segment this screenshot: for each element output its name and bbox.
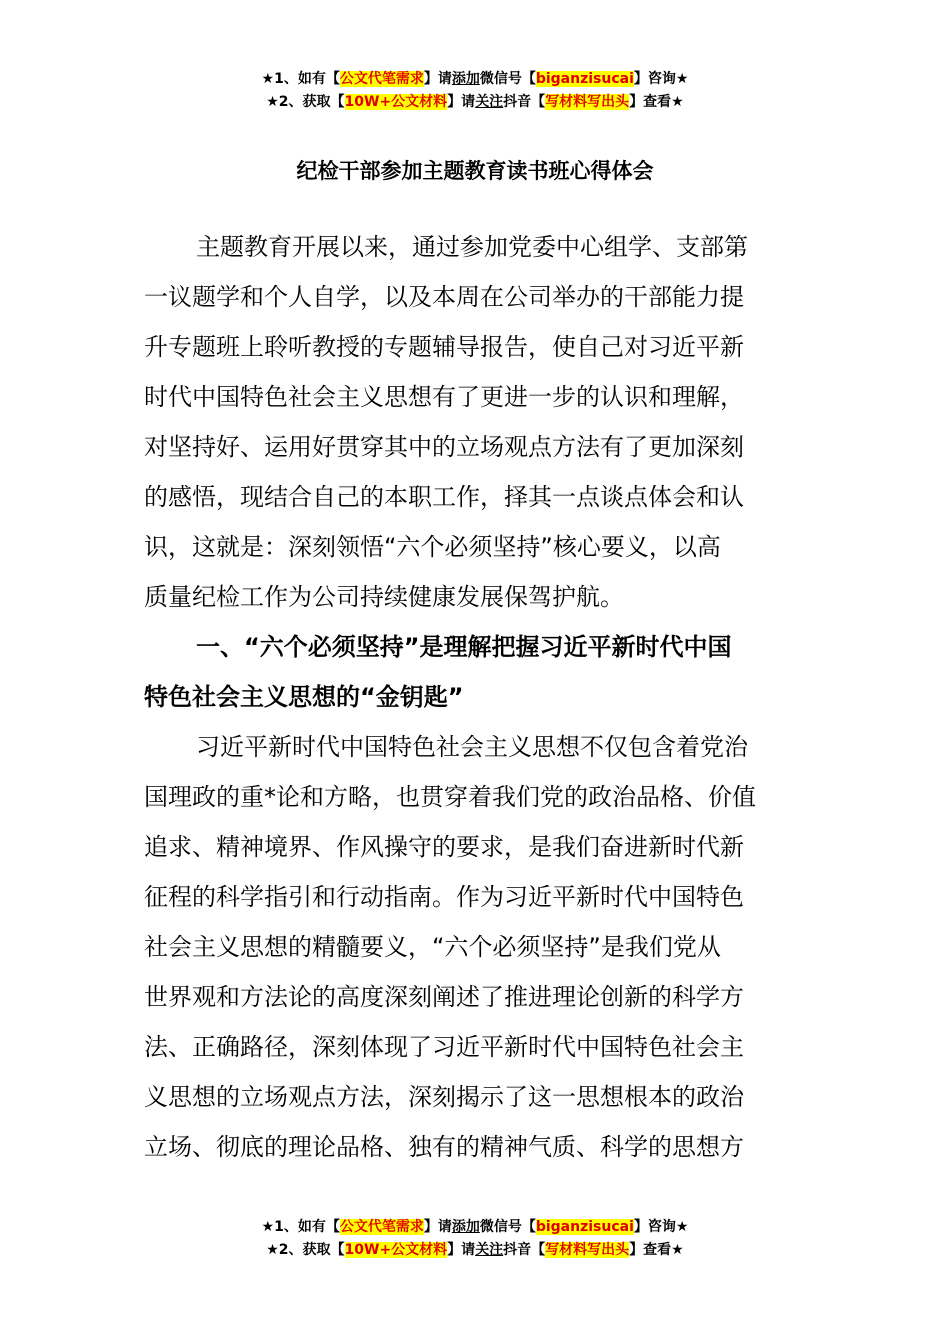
- text-line: 法、正确路径，深刻体现了习近平新时代中国特色社会主: [144, 1033, 744, 1061]
- paragraph-2: [144, 722, 804, 1172]
- document-title: 纪检干部参加主题教育读书班心得体会: [296, 159, 654, 183]
- highlight-douyin-account: 写材料写出头: [545, 1242, 630, 1258]
- highlight-materials: 10W+公文材料: [344, 94, 448, 110]
- highlight-douyin-account: 写材料写出头: [545, 94, 630, 110]
- text-line: 社会主义思想的精髓要义，“六个必须坚持”是我们党从: [144, 933, 721, 961]
- paragraph-1: [144, 222, 804, 622]
- text-line: 对坚持好、运用好贯穿其中的立场观点方法有了更加深刻: [144, 433, 744, 461]
- text-line: 升专题班上聆听教授的专题辅导报告，使自己对习近平新: [144, 333, 744, 361]
- text-line: 主题教育开展以来，通过参加党委中心组学、支部第: [196, 233, 748, 261]
- section-heading-1: [144, 622, 804, 722]
- text-line: 时代中国特色社会主义思想有了更进一步的认识和理解，: [144, 383, 744, 411]
- text-line: 识，这就是：深刻领悟“六个必须坚持”核心要义，以高: [144, 533, 721, 561]
- text-line: 习近平新时代中国特色社会主义思想不仅包含着党治: [196, 733, 748, 761]
- document-body: [144, 222, 804, 1172]
- heading-line: 特色社会主义思想的“金钥匙”: [144, 683, 464, 711]
- text-line: 立场、彻底的理论品格、独有的精神气质、科学的思想方: [144, 1133, 744, 1161]
- text-line: 一议题学和个人自学，以及本周在公司举办的干部能力提: [144, 283, 744, 311]
- heading-line: 一、“六个必须坚持”是理解把握习近平新时代中国: [196, 633, 732, 661]
- bottom-notice: [0, 1216, 950, 1262]
- highlight-wechat-id: biganzisucai: [535, 1219, 634, 1235]
- text-line: 国理政的重*论和方略，也贯穿着我们党的政治品格、价值: [144, 783, 756, 811]
- notice-line-2: ★2、获取【10W+公文材料】请关注抖音【写材料写出头】查看★: [266, 1242, 684, 1258]
- text-line: 追求、精神境界、作风操守的要求，是我们奋进新时代新: [144, 833, 744, 861]
- highlight-service: 公文代笔需求: [339, 1219, 424, 1235]
- highlight-materials: 10W+公文材料: [344, 1242, 448, 1258]
- top-notice: [0, 68, 950, 114]
- text-line: 征程的科学指引和行动指南。作为习近平新时代中国特色: [144, 883, 744, 911]
- notice-line-1: ★1、如有【公文代笔需求】请添加微信号【biganzisucai】咨询★: [261, 1219, 689, 1235]
- text-line: 世界观和方法论的高度深刻阐述了推进理论创新的科学方: [144, 983, 744, 1011]
- notice-line-1: ★1、如有【公文代笔需求】请添加微信号【biganzisucai】咨询★: [261, 71, 689, 87]
- text-line: 义思想的立场观点方法，深刻揭示了这一思想根本的政治: [144, 1083, 744, 1111]
- highlight-service: 公文代笔需求: [339, 71, 424, 87]
- text-line: 质量纪检工作为公司持续健康发展保驾护航。: [144, 583, 624, 611]
- notice-line-2: ★2、获取【10W+公文材料】请关注抖音【写材料写出头】查看★: [266, 94, 684, 110]
- text-line: 的感悟，现结合自己的本职工作，择其一点谈点体会和认: [144, 483, 744, 511]
- highlight-wechat-id: biganzisucai: [535, 71, 634, 87]
